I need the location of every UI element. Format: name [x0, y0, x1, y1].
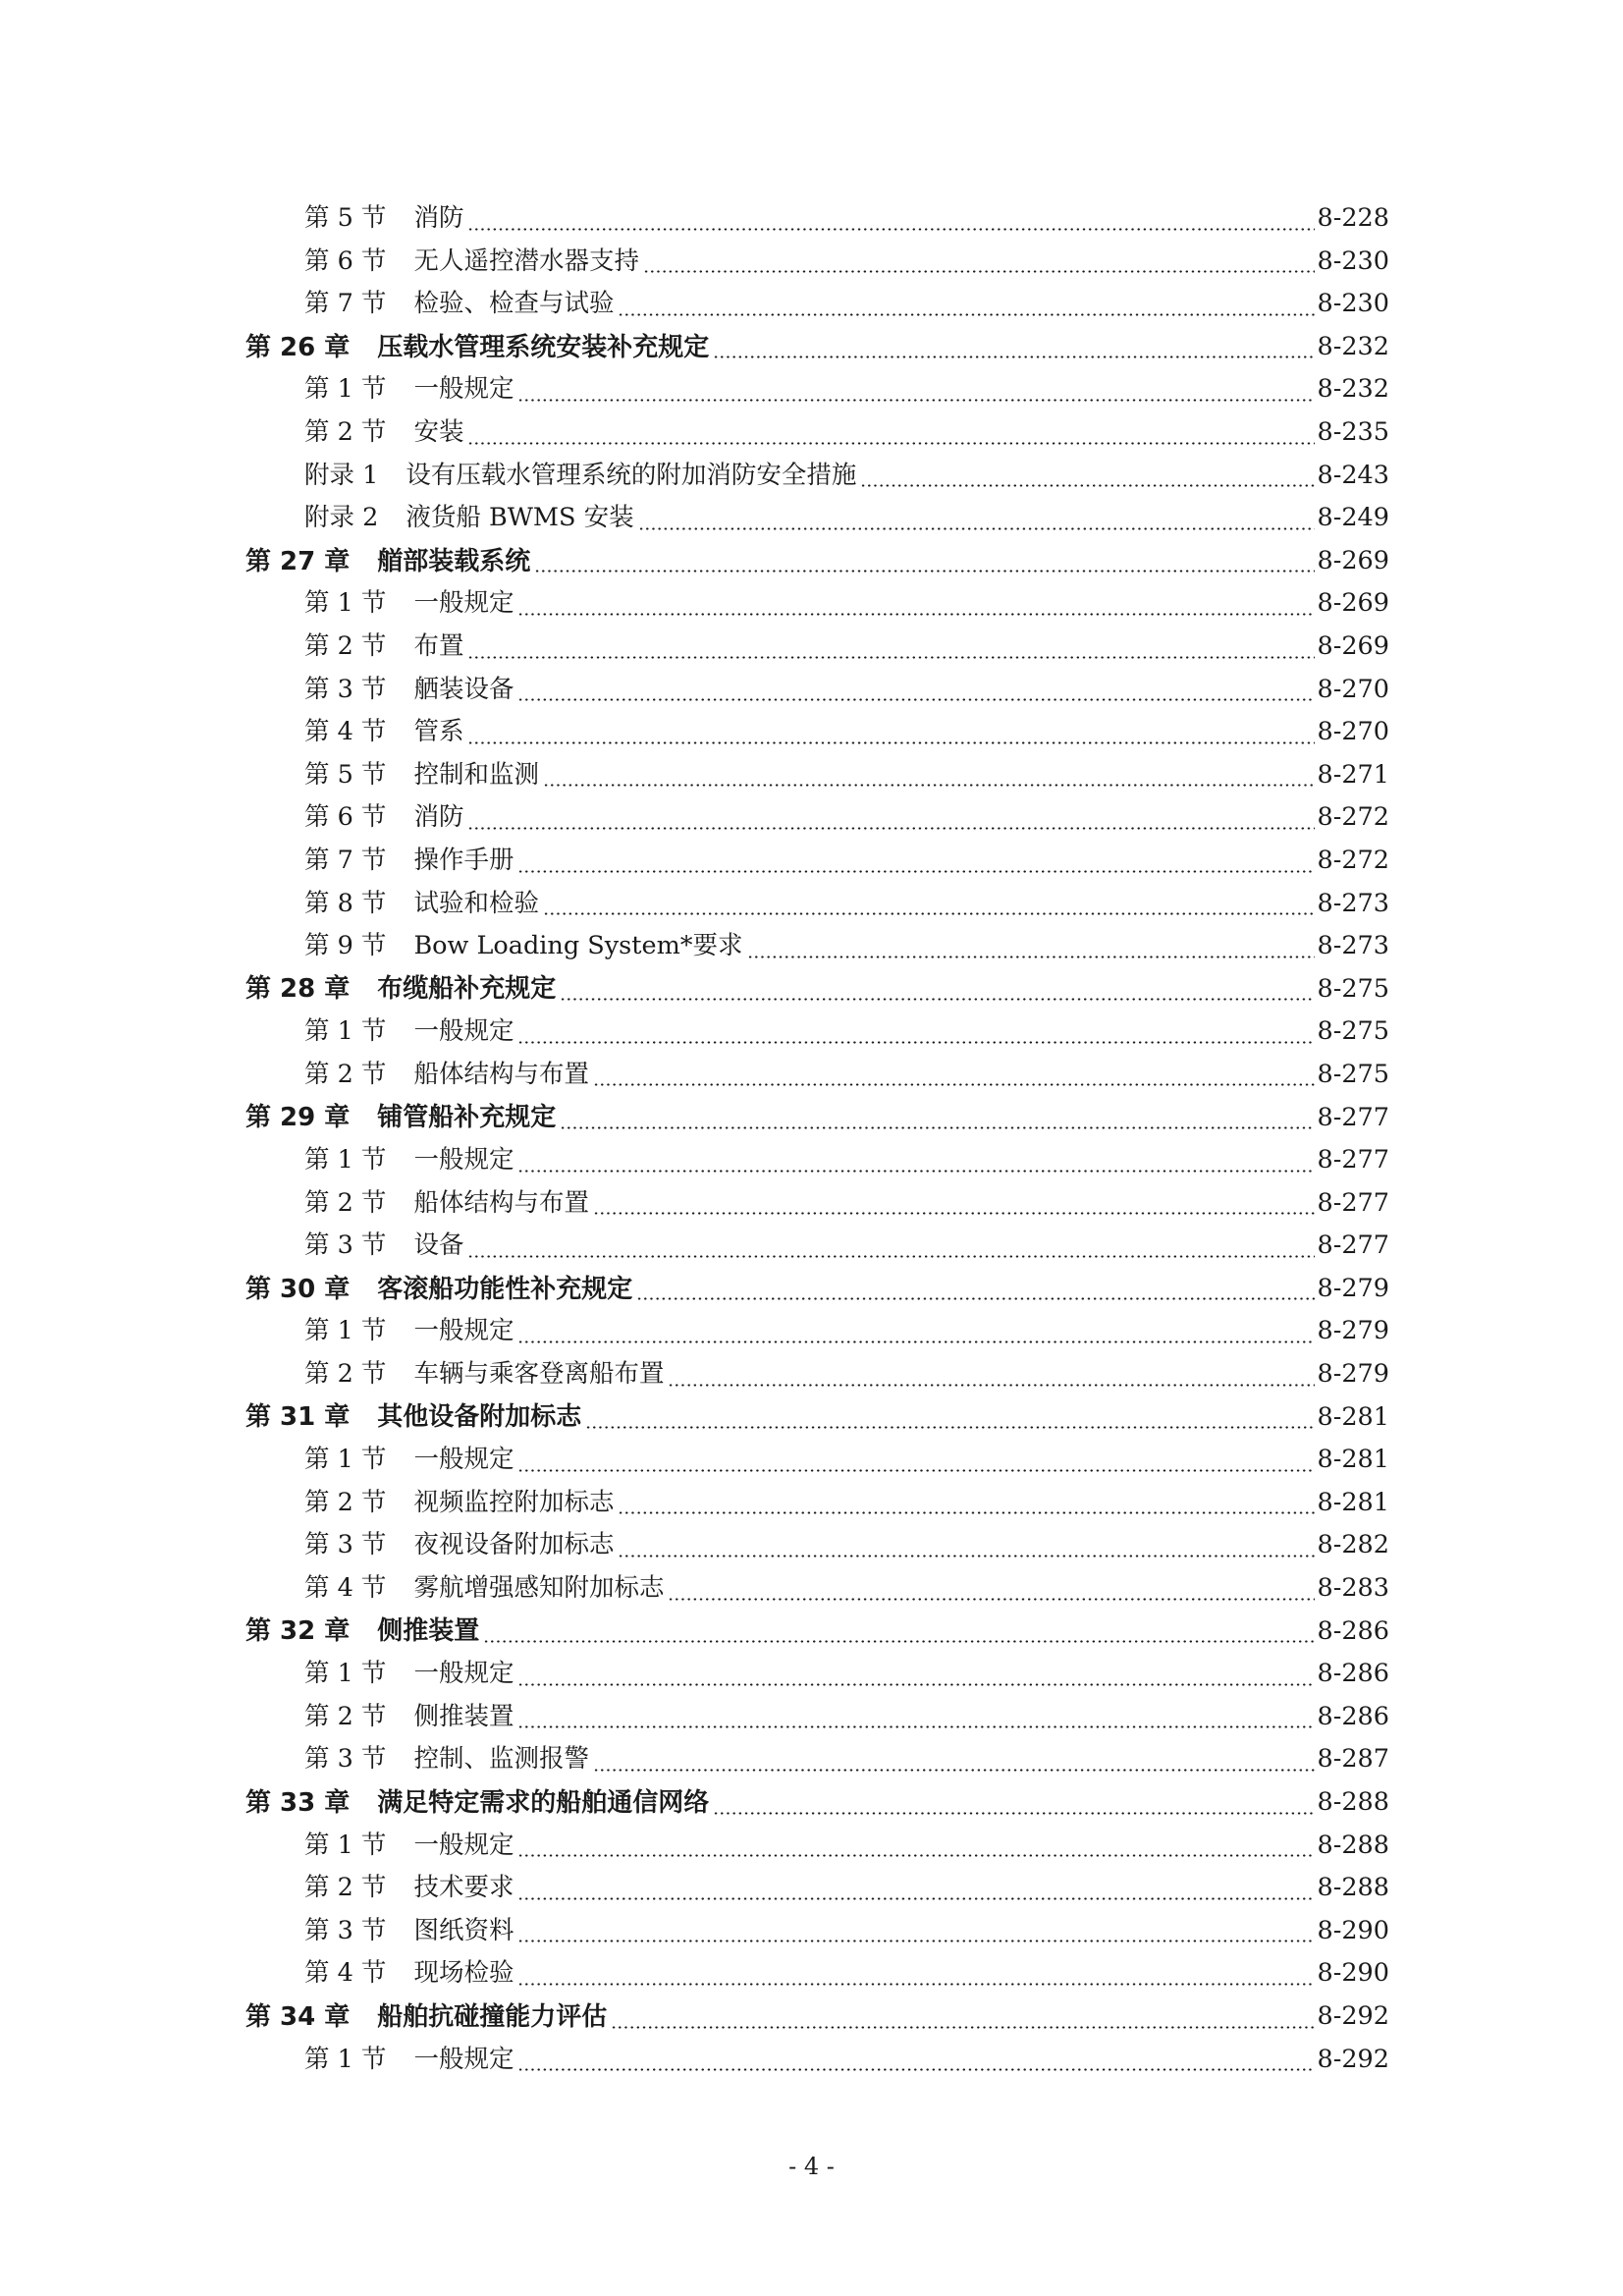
toc-entry-page: 8-290 [1317, 1958, 1389, 1989]
toc-section-entry[interactable] [245, 1439, 1389, 1482]
dot-leader [593, 1212, 1316, 1215]
toc-entry-page: 8-271 [1317, 759, 1389, 790]
toc-entry-title: 一般规定 [413, 1016, 514, 1047]
toc-entry-title: 侧推装置 [377, 1616, 480, 1647]
toc-section-entry[interactable] [245, 1139, 1389, 1182]
toc-entry-number: 第 2 节 [304, 1059, 387, 1089]
toc-entry-page: 8-292 [1317, 2044, 1389, 2074]
dot-leader [517, 2068, 1315, 2071]
dot-leader [860, 484, 1315, 487]
toc-entry-number: 第 1 节 [304, 2044, 387, 2074]
dot-leader [534, 570, 1315, 573]
dot-leader [747, 956, 1316, 958]
toc-entry-page: 8-270 [1317, 717, 1389, 747]
toc-entry-number: 第 3 节 [304, 1230, 387, 1261]
toc-entry-title: 控制、监测报警 [413, 1744, 589, 1775]
toc-entry-title: 一般规定 [413, 588, 514, 619]
dot-leader [467, 442, 1315, 445]
toc-section-entry[interactable] [245, 582, 1389, 626]
toc-entry-page: 8-277 [1317, 1230, 1389, 1261]
dot-leader [543, 784, 1316, 787]
toc-entry-title: 车辆与乘客登离船布置 [413, 1359, 665, 1390]
dot-leader [585, 1426, 1315, 1429]
dot-leader [517, 1683, 1315, 1686]
toc-entry-number: 第 2 节 [304, 1701, 387, 1731]
toc-entry-title: 艏部装载系统 [377, 546, 531, 576]
toc-entry-number: 第 2 节 [304, 1873, 387, 1903]
toc-section-entry[interactable] [245, 1225, 1389, 1268]
toc-section-entry[interactable] [245, 1696, 1389, 1739]
toc-entry-number: 第 31 章 [245, 1402, 351, 1433]
toc-chapter-entry[interactable] [245, 1781, 1389, 1825]
toc-section-entry[interactable] [245, 1182, 1389, 1226]
toc-entry-page: 8-272 [1317, 802, 1389, 833]
toc-entry-title: 侧推装置 [413, 1701, 514, 1731]
toc-entry-title: 船舶抗碰撞能力评估 [377, 2001, 608, 2032]
toc-entry-page: 8-273 [1317, 931, 1389, 961]
dot-leader [517, 1170, 1315, 1173]
dot-leader [618, 1555, 1315, 1558]
toc-section-entry[interactable] [245, 497, 1389, 540]
toc-entry-title: 管系 [413, 717, 464, 747]
toc-entry-title: 布置 [413, 630, 464, 661]
toc-entry-title: 客滚船功能性补充规定 [377, 1274, 633, 1304]
toc-entry-page: 8-269 [1317, 630, 1389, 661]
toc-section-entry[interactable] [245, 368, 1389, 411]
toc-entry-page: 8-232 [1317, 331, 1389, 361]
toc-entry-title: 技术要求 [413, 1873, 514, 1903]
toc-section-entry[interactable] [245, 1567, 1389, 1611]
toc-section-entry[interactable] [245, 241, 1389, 284]
toc-entry-number: 第 1 节 [304, 1016, 387, 1047]
toc-entry-number: 第 28 章 [245, 974, 351, 1005]
toc-entry-title: 检验、检查与试验 [413, 289, 615, 319]
dot-leader [593, 1769, 1316, 1772]
toc-section-entry[interactable] [245, 283, 1389, 326]
toc-entry-number: 第 1 节 [304, 1830, 387, 1860]
toc-entry-number: 第 4 节 [304, 717, 387, 747]
dot-leader [483, 1640, 1315, 1643]
dot-leader [560, 1126, 1315, 1129]
toc-entry-number: 第 1 节 [304, 588, 387, 619]
dot-leader [543, 912, 1316, 915]
toc-entry-number: 第 3 节 [304, 1744, 387, 1775]
toc-chapter-entry[interactable] [245, 1268, 1389, 1311]
dot-leader [517, 1340, 1315, 1343]
toc-section-entry[interactable] [245, 1310, 1389, 1353]
toc-entry-page: 8-235 [1317, 417, 1389, 448]
toc-entry-page: 8-269 [1317, 545, 1389, 575]
toc-entry-title: 现场检验 [413, 1958, 514, 1989]
toc-entry-page: 8-243 [1317, 460, 1389, 490]
toc-entry-page: 8-288 [1317, 1787, 1389, 1818]
toc-entry-title: 图纸资料 [413, 1915, 514, 1945]
toc-entry-title: 压载水管理系统安装补充规定 [377, 332, 710, 362]
toc-section-entry[interactable] [245, 1054, 1389, 1097]
dot-leader [467, 656, 1315, 659]
dot-leader [467, 1255, 1315, 1258]
toc-entry-title: 一般规定 [413, 1145, 514, 1175]
toc-entry-title: 一般规定 [413, 1316, 514, 1346]
toc-entry-page: 8-270 [1317, 674, 1389, 704]
toc-entry-title: 一般规定 [413, 374, 514, 405]
dot-leader [560, 998, 1315, 1001]
toc-entry-page: 8-272 [1317, 845, 1389, 875]
toc-entry-title: 一般规定 [413, 1659, 514, 1689]
toc-chapter-entry[interactable] [245, 1995, 1389, 2039]
toc-entry-number: 第 7 节 [304, 845, 387, 875]
dot-leader [611, 2026, 1315, 2029]
toc-chapter-entry[interactable] [245, 1611, 1389, 1654]
toc-entry-title: Bow Loading System*要求 [413, 931, 743, 961]
toc-entry-page: 8-230 [1317, 289, 1389, 319]
toc-entry-title: 船体结构与布置 [413, 1187, 589, 1218]
toc-section-entry[interactable] [245, 1738, 1389, 1781]
toc-entry-title: 消防 [413, 203, 464, 234]
toc-entry-number: 第 2 节 [304, 1359, 387, 1390]
toc-entry-title: 操作手册 [413, 845, 514, 875]
toc-entry-page: 8-277 [1317, 1187, 1389, 1218]
toc-entry-title: 液货船 BWMS 安装 [406, 503, 634, 533]
toc-chapter-entry[interactable] [245, 1096, 1389, 1139]
toc-entry-page: 8-283 [1317, 1573, 1389, 1604]
toc-entry-number: 第 1 节 [304, 1145, 387, 1175]
table-of-contents [245, 197, 1389, 2081]
toc-entry-number: 第 3 节 [304, 1915, 387, 1945]
toc-entry-number: 第 2 节 [304, 417, 387, 448]
toc-chapter-entry[interactable] [245, 540, 1389, 583]
toc-entry-title: 安装 [413, 417, 464, 448]
toc-entry-page: 8-281 [1317, 1445, 1389, 1475]
toc-entry-number: 第 1 节 [304, 1659, 387, 1689]
toc-section-entry[interactable] [245, 1867, 1389, 1910]
toc-entry-page: 8-286 [1317, 1701, 1389, 1731]
toc-section-entry[interactable] [245, 925, 1389, 968]
toc-entry-number: 第 29 章 [245, 1103, 351, 1133]
toc-entry-title: 舾装设备 [413, 674, 514, 704]
toc-entry-number: 第 2 节 [304, 630, 387, 661]
toc-entry-number: 第 8 节 [304, 888, 387, 918]
toc-entry-page: 8-269 [1317, 588, 1389, 619]
toc-entry-page: 8-281 [1317, 1487, 1389, 1517]
toc-entry-number: 第 1 节 [304, 1445, 387, 1475]
toc-entry-title: 一般规定 [413, 1445, 514, 1475]
toc-entry-number: 第 3 节 [304, 674, 387, 704]
toc-entry-page: 8-277 [1317, 1102, 1389, 1132]
toc-section-entry[interactable] [245, 796, 1389, 840]
toc-section-entry[interactable] [245, 711, 1389, 754]
toc-entry-title: 控制和监测 [413, 759, 539, 790]
dot-leader [517, 870, 1315, 873]
toc-entry-page: 8-275 [1317, 973, 1389, 1004]
dot-leader [517, 399, 1315, 402]
toc-section-entry[interactable] [245, 1011, 1389, 1054]
dot-leader [618, 1511, 1315, 1514]
toc-entry-title: 消防 [413, 802, 464, 833]
dot-leader [467, 228, 1315, 231]
toc-section-entry[interactable] [245, 1825, 1389, 1868]
toc-entry-number: 第 9 节 [304, 931, 387, 961]
toc-entry-title: 视频监控附加标志 [413, 1487, 615, 1517]
toc-entry-page: 8-279 [1317, 1359, 1389, 1390]
toc-entry-page: 8-232 [1317, 374, 1389, 405]
toc-section-entry[interactable] [245, 1952, 1389, 1995]
toc-entry-number: 第 6 节 [304, 802, 387, 833]
toc-entry-number: 第 2 节 [304, 1487, 387, 1517]
dot-leader [467, 741, 1315, 744]
toc-entry-number: 第 5 节 [304, 203, 387, 234]
dot-leader [517, 1897, 1315, 1900]
toc-entry-number: 第 30 章 [245, 1274, 351, 1304]
toc-entry-page: 8-288 [1317, 1830, 1389, 1860]
dot-leader [517, 1983, 1315, 1986]
toc-section-entry[interactable] [245, 883, 1389, 926]
toc-section-entry[interactable] [245, 1910, 1389, 1953]
toc-entry-page: 8-286 [1317, 1615, 1389, 1646]
dot-leader [643, 270, 1316, 273]
toc-entry-title: 布缆船补充规定 [377, 974, 557, 1005]
dot-leader [467, 827, 1315, 830]
toc-section-entry[interactable] [245, 1482, 1389, 1525]
toc-entry-number: 第 4 节 [304, 1573, 387, 1604]
toc-entry-number: 第 34 章 [245, 2001, 351, 2032]
toc-entry-page: 8-228 [1317, 203, 1389, 234]
toc-entry-number: 第 2 节 [304, 1187, 387, 1218]
toc-section-entry[interactable] [245, 197, 1389, 241]
toc-entry-page: 8-286 [1317, 1659, 1389, 1689]
toc-entry-page: 8-290 [1317, 1915, 1389, 1945]
toc-entry-number: 第 7 节 [304, 289, 387, 319]
dot-leader [517, 1725, 1315, 1728]
toc-entry-title: 雾航增强感知附加标志 [413, 1573, 665, 1604]
toc-entry-title: 其他设备附加标志 [377, 1402, 582, 1433]
dot-leader [517, 1041, 1315, 1044]
toc-entry-number: 第 3 节 [304, 1530, 387, 1560]
toc-entry-page: 8-279 [1317, 1316, 1389, 1346]
dot-leader [638, 527, 1316, 530]
toc-entry-title: 无人遥控潜水器支持 [413, 246, 639, 276]
dot-leader [517, 1940, 1315, 1942]
toc-entry-title: 一般规定 [413, 1830, 514, 1860]
toc-entry-title: 夜视设备附加标志 [413, 1530, 615, 1560]
toc-chapter-entry[interactable] [245, 968, 1389, 1011]
dot-leader [636, 1297, 1315, 1300]
toc-entry-number: 第 1 节 [304, 374, 387, 405]
toc-entry-number: 第 6 节 [304, 246, 387, 276]
dot-leader [593, 1083, 1316, 1086]
dot-leader [517, 1469, 1315, 1472]
toc-entry-number: 附录 1 [304, 460, 379, 490]
dot-leader [517, 613, 1315, 616]
toc-entry-title: 设备 [413, 1230, 464, 1261]
toc-section-entry[interactable] [245, 626, 1389, 669]
toc-entry-title: 满足特定需求的船舶通信网络 [377, 1787, 710, 1818]
toc-chapter-entry[interactable] [245, 326, 1389, 369]
dot-leader [517, 1854, 1315, 1857]
toc-section-entry[interactable] [245, 669, 1389, 712]
toc-entry-page: 8-275 [1317, 1059, 1389, 1089]
toc-entry-title: 试验和检验 [413, 888, 539, 918]
toc-entry-number: 第 1 节 [304, 1316, 387, 1346]
toc-section-entry[interactable] [245, 1353, 1389, 1396]
toc-chapter-entry[interactable] [245, 1396, 1389, 1440]
toc-section-entry[interactable] [245, 1653, 1389, 1696]
toc-section-entry[interactable] [245, 754, 1389, 797]
toc-entry-page: 8-279 [1317, 1273, 1389, 1303]
toc-entry-title: 铺管船补充规定 [377, 1103, 557, 1133]
dot-leader [618, 313, 1315, 316]
toc-entry-number: 第 26 章 [245, 332, 351, 362]
page-number: - 4 - [788, 2153, 835, 2180]
toc-entry-page: 8-273 [1317, 888, 1389, 918]
dot-leader [517, 698, 1315, 701]
toc-section-entry[interactable] [245, 411, 1389, 455]
toc-entry-number: 第 33 章 [245, 1787, 351, 1818]
toc-entry-title: 一般规定 [413, 2044, 514, 2074]
dot-leader [713, 355, 1315, 358]
toc-entry-page: 8-277 [1317, 1145, 1389, 1175]
toc-entry-page: 8-230 [1317, 246, 1389, 276]
toc-entry-title: 设有压载水管理系统的附加消防安全措施 [406, 460, 857, 490]
toc-entry-title: 船体结构与布置 [413, 1059, 589, 1089]
dot-leader [713, 1812, 1315, 1815]
toc-entry-page: 8-287 [1317, 1744, 1389, 1775]
toc-entry-number: 附录 2 [304, 503, 379, 533]
toc-entry-page: 8-288 [1317, 1873, 1389, 1903]
toc-entry-number: 第 5 节 [304, 759, 387, 790]
dot-leader [668, 1384, 1315, 1387]
toc-entry-page: 8-275 [1317, 1016, 1389, 1047]
dot-leader [668, 1598, 1315, 1601]
toc-entry-number: 第 27 章 [245, 546, 351, 576]
toc-section-entry[interactable] [245, 1524, 1389, 1567]
toc-section-entry[interactable] [245, 840, 1389, 883]
toc-entry-page: 8-292 [1317, 2000, 1389, 2031]
toc-section-entry[interactable] [245, 455, 1389, 498]
toc-entry-page: 8-281 [1317, 1401, 1389, 1432]
toc-entry-page: 8-282 [1317, 1530, 1389, 1560]
toc-entry-number: 第 4 节 [304, 1958, 387, 1989]
toc-entry-page: 8-249 [1317, 503, 1389, 533]
toc-entry-number: 第 32 章 [245, 1616, 351, 1647]
toc-section-entry[interactable] [245, 2039, 1389, 2082]
